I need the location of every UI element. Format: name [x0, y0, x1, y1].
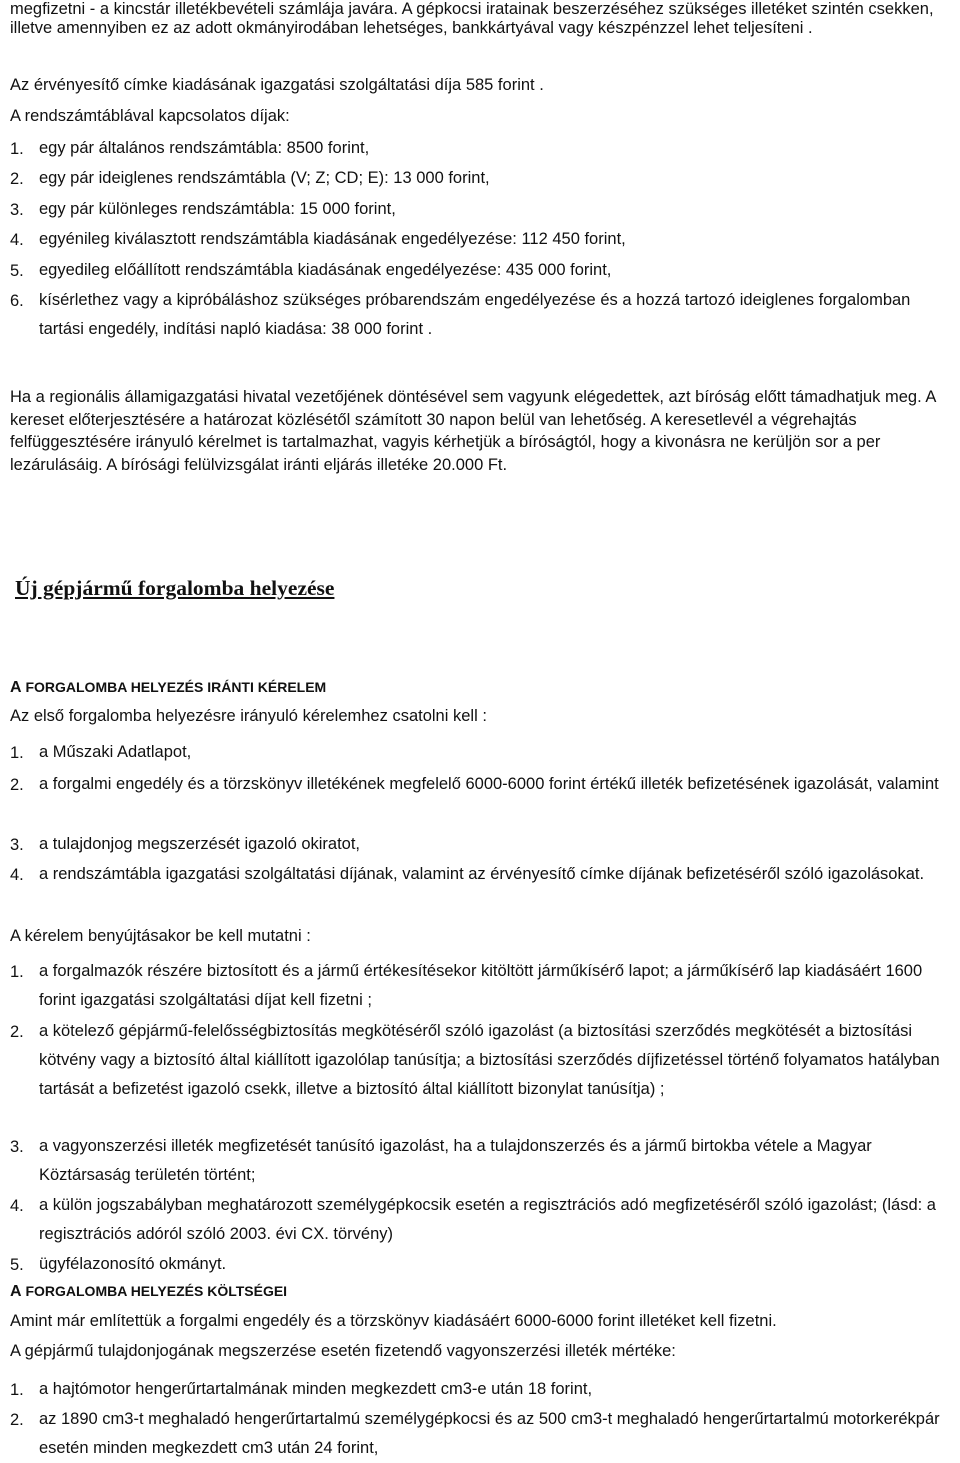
list-number: 3.: [10, 201, 24, 219]
list-text: egyénileg kiválasztott rendszámtábla kiadásának engedélyezése: 112 450 forint,: [39, 230, 626, 248]
plate-fees-label: A rendszámtáblával kapcsolatos díjak:: [10, 107, 290, 125]
list-text: ügyfélazonosító okmányt.: [39, 1255, 227, 1273]
costs-heading: [0, 1283, 960, 1301]
list-number: 4.: [10, 1197, 24, 1215]
list-number: 4.: [10, 231, 24, 249]
list-number: 3.: [10, 1138, 24, 1156]
request-heading: [0, 679, 960, 697]
list-number: 2.: [10, 1411, 24, 1429]
list-text: a kötelező gépjármű-felelősségbiztosítás megkötéséről szóló igazolást (a biztosítási szerződés megkötését a biztosítási kötvény vagy a biztosító által kiállított igazolólap tanúsítja; a biztosítási szerződés díjfizetéssel történő folyamatos hatályban tartását a befizetést igazoló csekk, illetve a biztosító által kiállított bizonylat tanúsítja) ;: [39, 1022, 940, 1098]
sticker-fee-text: Az érvényesítő címke kiadásának igazgatási szolgáltatási díja 585 forint .: [10, 76, 544, 94]
list-text: egy pár ideiglenes rendszámtábla (V; Z; CD; E): 13 000 forint,: [39, 169, 490, 187]
list-text: a forgalmi engedély és a törzskönyv illetékének megfelelő 6000-6000 forint értékű illeték befizetésének igazolását, valamint: [39, 775, 939, 793]
costs-line-2: A gépjármű tulajdonjogának megszerzése esetén fizetendő vagyonszerzési illeték mértéke:: [10, 1342, 676, 1360]
request-heading-rest: FORGALOMBA HELYEZÉS IRÁNTI KÉRELEM: [25, 679, 327, 695]
list-number: 5.: [10, 1256, 24, 1274]
list-number: 1.: [10, 1381, 24, 1399]
list-text: a rendszámtábla igazgatási szolgáltatási díjának, valamint az érvényesítő címke díjának befizetéséről szóló igazolásokat.: [39, 865, 925, 883]
list-text: a forgalmazók részére biztosított és a jármű értékesítésekor kitöltött járműkísérő lapot; a járműkísérő lap kiadásáért 1600 forint igazgatási szolgáltatási díjat kell fizetni ;: [39, 962, 923, 1009]
intro-paragraph: megfizetni - a kincstár illetékbevételi számlája javára. A gépkocsi iratainak beszerzéséhez szükséges illetéket szintén csekken, illetve amennyiben ez az adott okmányirodában lehetséges, bankkártyával vagy készpénzzel lehet teljesíteni .: [10, 0, 934, 37]
costs-line-1: Amint már említettük a forgalmi engedély és a törzskönyv kiadásáért 6000-6000 forint illetéket kell fizetni.: [10, 1312, 777, 1330]
list-text: az 1890 cm3-t meghaladó hengerűrtartalmú személygépkocsi és az 500 cm3-t meghaladó hengerűrtartalmú motorkerékpár esetén minden megkezdett cm3 után 24 forint,: [39, 1410, 940, 1457]
list-text: egyedileg előállított rendszámtábla kiadásának engedélyezése: 435 000 forint,: [39, 261, 612, 279]
list-number: 1.: [10, 744, 24, 762]
list-number: 4.: [10, 866, 24, 884]
list-text: a tulajdonjog megszerzését igazoló okiratot,: [39, 835, 361, 853]
list-text: a Műszaki Adatlapot,: [39, 743, 192, 761]
list-number: 1.: [10, 963, 24, 981]
page-title: Új gépjármű forgalomba helyezése: [15, 576, 335, 600]
show-label: A kérelem benyújtásakor be kell mutatni :: [10, 927, 311, 945]
costs-heading-initial: A: [10, 1283, 22, 1300]
list-text: egy pár általános rendszámtábla: 8500 forint,: [39, 139, 370, 157]
list-number: 1.: [10, 140, 24, 158]
list-text: a hajtómotor hengerűrtartalmának minden megkezdett cm3-e után 18 forint,: [39, 1380, 593, 1398]
list-text: a külön jogszabályban meghatározott személygépkocsik esetén a regisztrációs adó megfizetéséről szóló igazolást; (lásd: a regisztrációs adóról szóló 2003. évi CX. törvény): [39, 1196, 936, 1243]
list-number: 2.: [10, 170, 24, 188]
list-text: a vagyonszerzési illeték megfizetését tanúsító igazolást, ha a tulajdonszerzés és a jármű birtokba vétele a Magyar Köztársaság területén történt;: [39, 1137, 872, 1184]
attach-label: Az első forgalomba helyezésre irányuló kérelemhez csatolni kell :: [10, 707, 487, 725]
list-text: kísérlethez vagy a kipróbáláshoz szükséges próbarendszám engedélyezése és a hozzá tartozó ideiglenes forgalomban tartási engedély, indítási napló kiadása: 38 000 forint .: [39, 291, 911, 338]
list-number: 2.: [10, 1023, 24, 1041]
list-number: 2.: [10, 776, 24, 794]
list-number: 5.: [10, 262, 24, 280]
request-heading-initial: A: [10, 679, 22, 696]
list-number: 6.: [10, 292, 24, 310]
costs-heading-rest: FORGALOMBA HELYEZÉS KÖLTSÉGEI: [25, 1283, 288, 1299]
appeal-paragraph: Ha a regionális államigazgatási hivatal vezetőjének döntésével sem vagyunk elégedettek, azt bíróság előtt támadhatjuk meg. A kereset előterjesztésére a határozat közlésétől számított 30 napon belül van lehetőség. A keresetlevél a végrehajtás felfüggesztésére irányuló kérelmet is tartalmazhat, vagyis kérhetjük a bíróságtól, hogy a kivonásra ne kerüljön sor a per lezárulásáig. A bírósági felülvizsgálat iránti eljárás illetéke 20.000 Ft.: [10, 388, 936, 474]
list-number: 3.: [10, 836, 24, 854]
list-text: egy pár különleges rendszámtábla: 15 000 forint,: [39, 200, 396, 218]
